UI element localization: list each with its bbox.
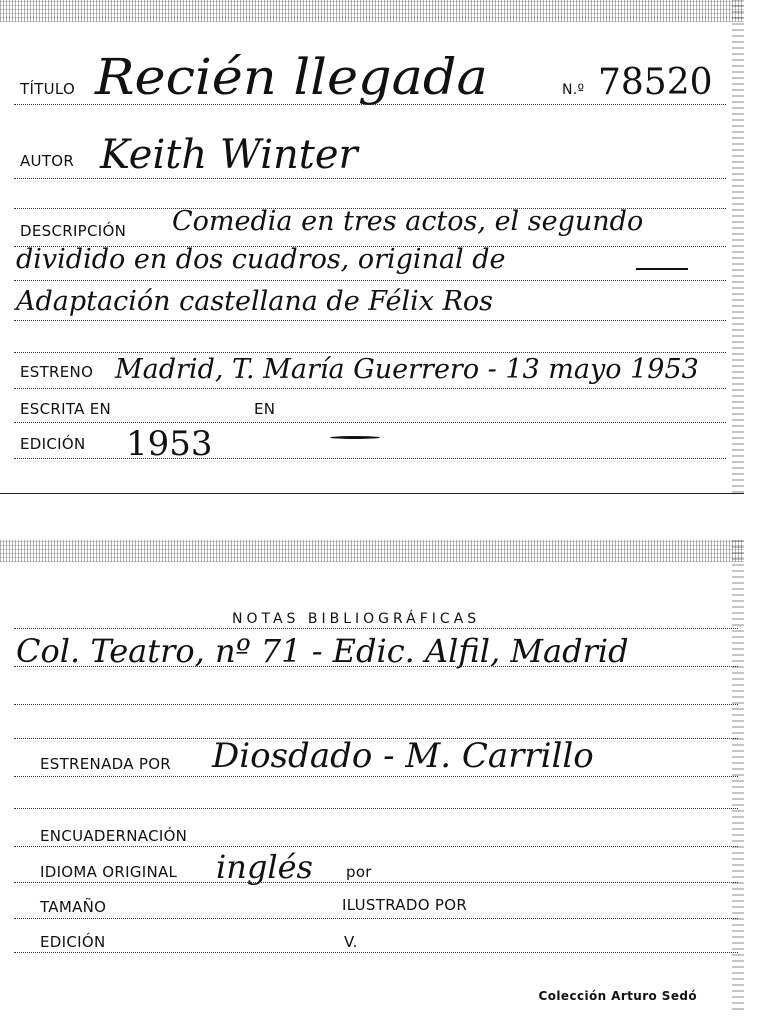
rule-autor	[14, 178, 726, 179]
descripcion-line-3: Adaptación castellana de Félix Ros	[16, 286, 494, 317]
card-edge-texture	[0, 540, 744, 562]
autor-label: AUTOR	[20, 152, 75, 170]
titulo-label: TÍTULO	[20, 80, 76, 98]
encuadernacion-label: ENCUADERNACIÓN	[40, 827, 188, 845]
descripcion-line-1: Comedia en tres actos, el segundo	[172, 206, 644, 237]
edicion-label: EDICIÓN	[20, 435, 86, 453]
dash-stroke	[636, 268, 688, 270]
idioma-original-value: inglés	[216, 848, 313, 886]
pen-mark	[330, 436, 380, 439]
estreno-value: Madrid, T. María Guerrero - 13 mayo 1953	[115, 354, 699, 385]
card-edge-texture	[0, 0, 744, 22]
rule-edicion-back	[14, 952, 738, 953]
edicion-value: 1953	[126, 424, 213, 464]
rule-blank	[14, 808, 738, 809]
rule-notas-3	[14, 704, 738, 705]
por-label: por	[346, 863, 372, 881]
catalog-card-front	[0, 0, 744, 494]
rule-estreno	[14, 388, 726, 389]
rule-estrenada	[14, 776, 738, 777]
idioma-original-label: IDIOMA ORIGINAL	[40, 863, 178, 881]
autor-value: Keith Winter	[100, 132, 358, 178]
rule-desc-2	[14, 280, 726, 281]
estrenada-por-value: Diosdado - M. Carrillo	[212, 736, 594, 776]
estreno-label: ESTRENO	[20, 363, 94, 381]
descripcion-label: DESCRIPCIÓN	[20, 222, 127, 240]
notas-bibliograficas-label: NOTAS BIBLIOGRÁFICAS	[232, 611, 481, 627]
rule-encuadernacion	[14, 846, 738, 847]
edicion-back-label: EDICIÓN	[40, 933, 106, 951]
numero-value: 78520	[598, 62, 713, 103]
v-label: V.	[344, 933, 358, 951]
notas-value: Col. Teatro, nº 71 - Edic. Alfil, Madrid	[16, 632, 629, 670]
catalog-card-back	[0, 540, 744, 1010]
rule-notas-1	[14, 628, 738, 629]
escrita-en-label: ESCRITA EN	[20, 400, 112, 418]
rule-desc-3	[14, 320, 726, 321]
rule-titulo	[14, 104, 726, 105]
estrenada-por-label: ESTRENADA POR	[40, 755, 172, 773]
rule-idioma	[14, 882, 738, 883]
card-edge-texture-right	[732, 0, 744, 493]
coleccion-footer: Colección Arturo Sedó	[538, 989, 697, 1003]
rule-notas-2	[14, 666, 738, 667]
ilustrado-por-label: ILUSTRADO POR	[342, 896, 468, 914]
rule-edicion	[14, 458, 726, 459]
descripcion-line-2: dividido en dos cuadros, original de	[16, 244, 506, 275]
en-label: EN	[254, 400, 276, 418]
numero-label: N.º	[562, 82, 585, 98]
rule-tamano	[14, 918, 738, 919]
rule-escrita	[14, 422, 726, 423]
tamano-label: TAMAÑO	[40, 898, 107, 916]
titulo-value: Recién llegada	[95, 48, 488, 106]
card-edge-texture-right	[732, 540, 744, 1010]
rule-desc-4	[14, 352, 726, 353]
